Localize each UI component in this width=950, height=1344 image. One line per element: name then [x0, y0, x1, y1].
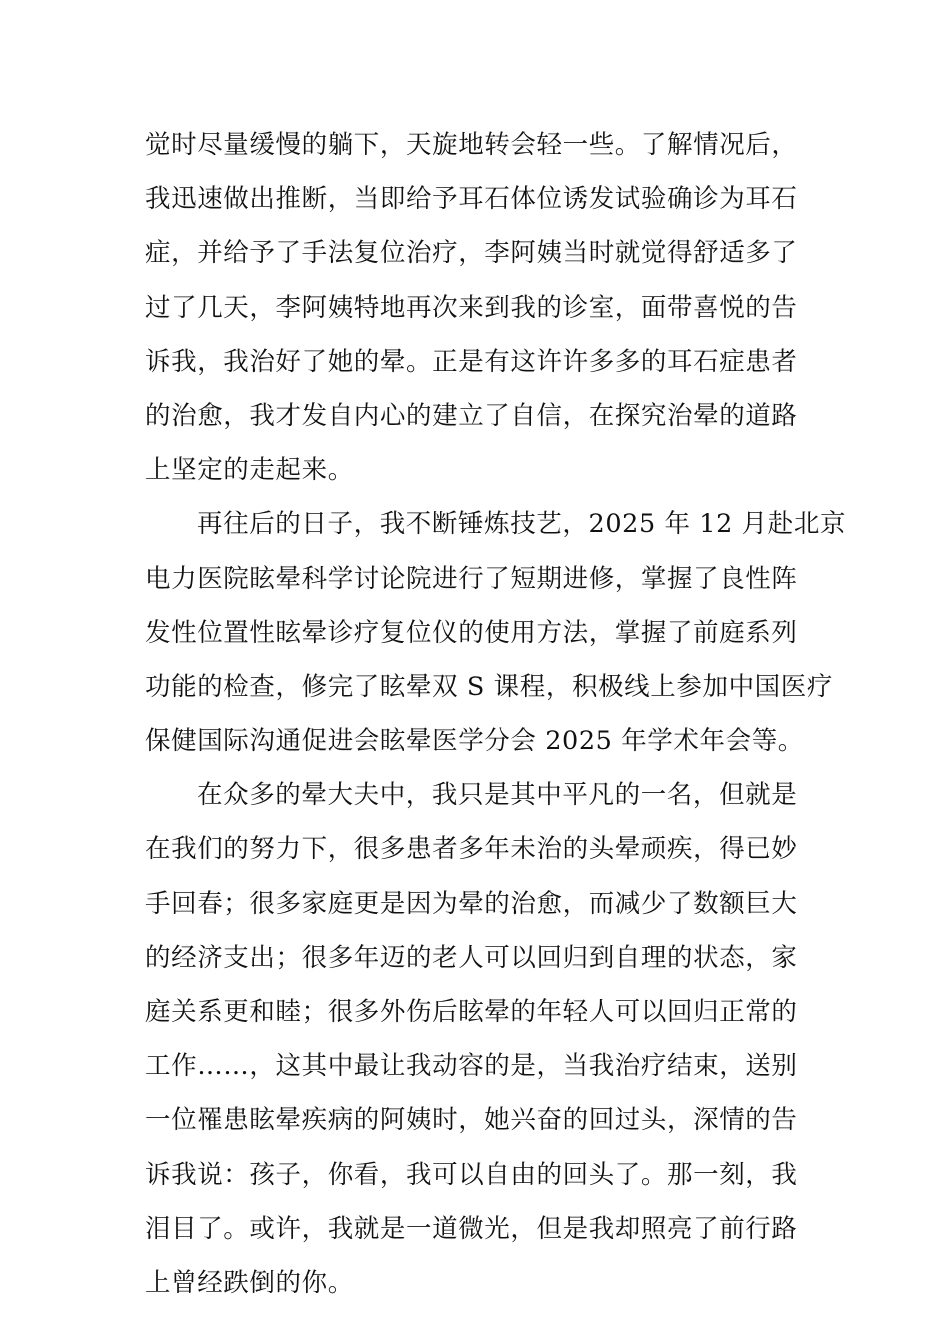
text-line: 上坚定的走起来。 [145, 455, 354, 486]
text-line: 过了几天，李阿姨特地再次来到我的诊室，面带喜悦的告 [145, 292, 798, 323]
text-line: 诉我说：孩子，你看，我可以自由的回头了。那一刻，我 [145, 1159, 798, 1190]
text-line: 电力医院眩晕科学讨论院进行了短期进修，掌握了良性阵 [145, 563, 798, 594]
text-line: 再往后的日子，我不断锤炼技艺，2025 年 12 月赴北京 [197, 509, 847, 540]
text-line: 在我们的努力下，很多患者多年未治的头晕顽疾，得已妙 [145, 834, 798, 865]
text-line: 在众多的晕大夫中，我只是其中平凡的一名，但就是 [197, 780, 798, 811]
paragraph-1 [145, 118, 815, 497]
text-line: 手回春；很多家庭更是因为晕的治愈，而减少了数额巨大 [145, 888, 798, 919]
text-line: 发性位置性眩晕诊疗复位仪的使用方法，掌握了前庭系列 [145, 617, 798, 648]
text-line: 工作……，这其中最让我动容的是，当我治疗结束，送别 [145, 1051, 798, 1082]
body-text [145, 118, 847, 1310]
text-line: 保健国际沟通促进会眩晕医学分会 2025 年学术年会等。 [145, 726, 804, 757]
paragraph-2 [145, 497, 847, 768]
paragraph-3 [145, 768, 815, 1310]
text-line: 诉我，我治好了她的晕。正是有这许许多多的耳石症患者 [145, 346, 798, 377]
text-line: 的治愈，我才发自内心的建立了自信，在探究治晕的道路 [145, 400, 798, 431]
text-line: 泪目了。或许，我就是一道微光，但是我却照亮了前行路 [145, 1213, 798, 1244]
text-line: 的经济支出；很多年迈的老人可以回归到自理的状态，家 [145, 942, 798, 973]
text-line: 上曾经跌倒的你。 [145, 1267, 354, 1298]
text-line: 功能的检查，修完了眩晕双 S 课程，积极线上参加中国医疗 [145, 671, 833, 702]
text-line: 一位罹患眩晕疾病的阿姨时，她兴奋的回过头，深情的告 [145, 1105, 798, 1136]
text-line: 觉时尽量缓慢的躺下，天旋地转会轻一些。了解情况后， [145, 130, 798, 160]
text-line: 庭关系更和睦；很多外伤后眩晕的年轻人可以回归正常的 [145, 997, 798, 1027]
text-line: 症，并给予了手法复位治疗，李阿姨当时就觉得舒适多了 [145, 238, 798, 269]
text-line: 我迅速做出推断，当即给予耳石体位诱发试验确诊为耳石 [145, 184, 798, 215]
